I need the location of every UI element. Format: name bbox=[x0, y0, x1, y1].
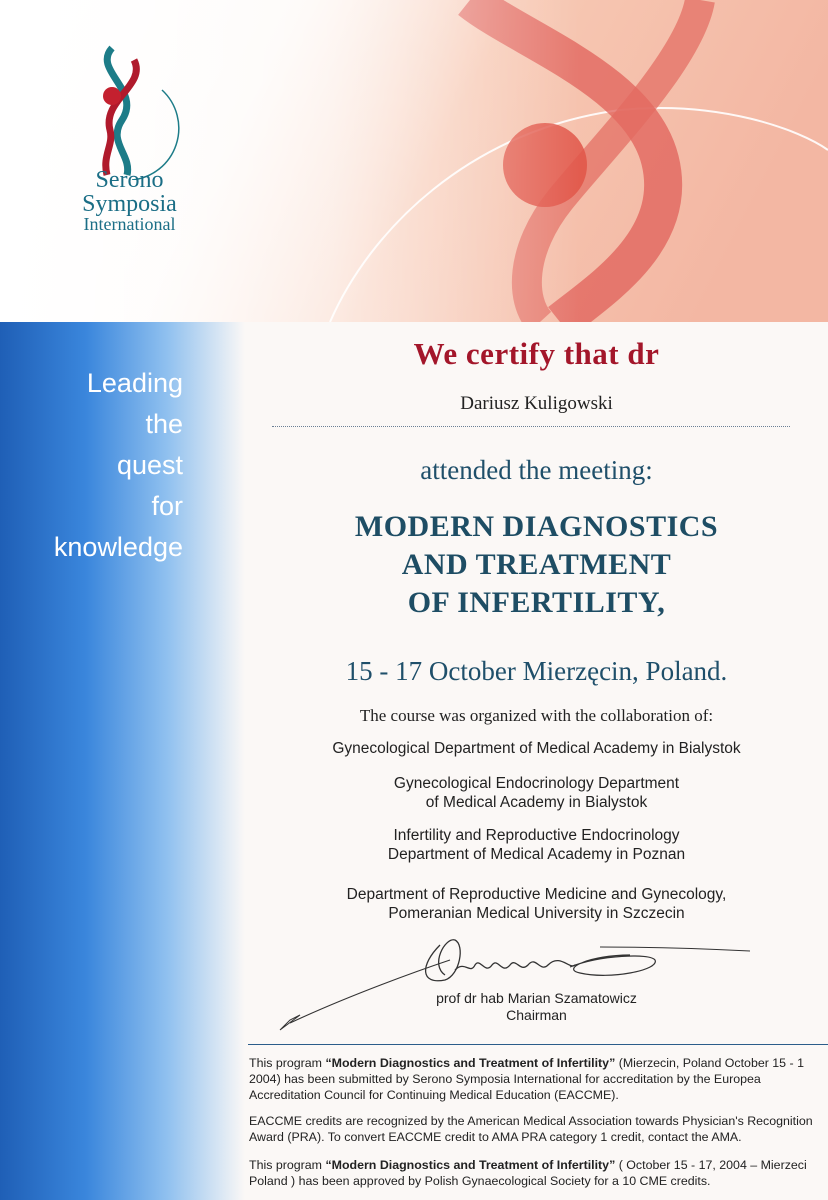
program-title: “Modern Diagnostics and Treatment of Infertility” bbox=[325, 1056, 616, 1070]
note-text: This program bbox=[249, 1056, 326, 1070]
organization-line: Gynecological Endocrinology Department bbox=[393, 775, 680, 792]
note-text: This program bbox=[249, 1158, 326, 1172]
signer-role: Chairman bbox=[506, 1007, 567, 1023]
approval-note-line: Poland ) has been approved by Polish Gynaecological Society for a 10 CME credits. bbox=[249, 1174, 711, 1188]
note-text: (Mierzecin, Poland October 15 - 1 bbox=[615, 1056, 804, 1070]
meeting-title bbox=[245, 508, 828, 622]
meeting-title-line: MODERN DIAGNOSTICS bbox=[354, 510, 719, 543]
organization-item bbox=[245, 739, 828, 758]
signer-name: prof dr hab Marian Szamatowicz bbox=[436, 990, 637, 1006]
dotted-divider bbox=[272, 426, 790, 427]
accreditation-note-line bbox=[249, 1055, 828, 1071]
organized-intro: The course was organized with the collaboration of: bbox=[359, 706, 714, 725]
notes-divider bbox=[248, 1044, 828, 1045]
slogan-line: for bbox=[151, 491, 183, 521]
meeting-title-line: OF INFERTILITY, bbox=[407, 586, 666, 619]
accreditation-note-line: 2004) has been submitted by Serono Symposia International for accreditation by the Europea bbox=[249, 1072, 761, 1086]
organization-line: Department of Medical Academy in Poznan bbox=[387, 846, 686, 863]
helix-logo-icon bbox=[62, 40, 202, 180]
eaccme-note-line: Award (PRA). To convert EACCME credit to AMA PRA category 1 credit, contact the AMA. bbox=[249, 1130, 742, 1144]
logo-text-international: International bbox=[83, 214, 176, 234]
program-title: “Modern Diagnostics and Treatment of Infertility” bbox=[325, 1158, 616, 1172]
logo-text-serono: Serono bbox=[95, 167, 164, 193]
organization-line: of Medical Academy in Bialystok bbox=[425, 794, 648, 811]
meeting-title-line: AND TREATMENT bbox=[401, 548, 672, 581]
note-text: ( October 15 - 17, 2004 – Mierzeci bbox=[615, 1158, 807, 1172]
organization-line: Pomeranian Medical University in Szczecin bbox=[388, 905, 685, 922]
slogan-line: the bbox=[145, 409, 183, 439]
slogan-line: Leading bbox=[86, 368, 183, 398]
organization-item bbox=[245, 774, 828, 812]
date-place: 15 - 17 October Mierzęcin, Poland. bbox=[345, 656, 728, 686]
organization-item bbox=[245, 826, 828, 864]
accreditation-note-line: Accreditation Council for Continuing Medical Education (EACCME). bbox=[249, 1088, 619, 1102]
signer-block bbox=[245, 990, 828, 1024]
eaccme-note-line: EACCME credits are recognized by the American Medical Association towards Physician's Recognition bbox=[249, 1114, 813, 1128]
organization-line: Infertility and Reproductive Endocrinology bbox=[393, 827, 680, 844]
approval-note-line bbox=[249, 1157, 828, 1173]
organization-line: Department of Reproductive Medicine and Gynecology, bbox=[346, 886, 727, 903]
organization-line: Gynecological Department of Medical Academy in Bialystok bbox=[332, 740, 741, 757]
attended-text: attended the meeting: bbox=[420, 455, 653, 485]
logo-text-symposia: Symposia bbox=[82, 191, 177, 217]
slogan-line: quest bbox=[116, 450, 183, 480]
slogan-line: knowledge bbox=[53, 532, 183, 562]
organization-item bbox=[245, 885, 828, 923]
certify-heading: We certify that dr bbox=[413, 336, 660, 371]
serono-logo bbox=[62, 40, 202, 240]
recipient-name: Dariusz Kuligowski bbox=[460, 393, 613, 414]
